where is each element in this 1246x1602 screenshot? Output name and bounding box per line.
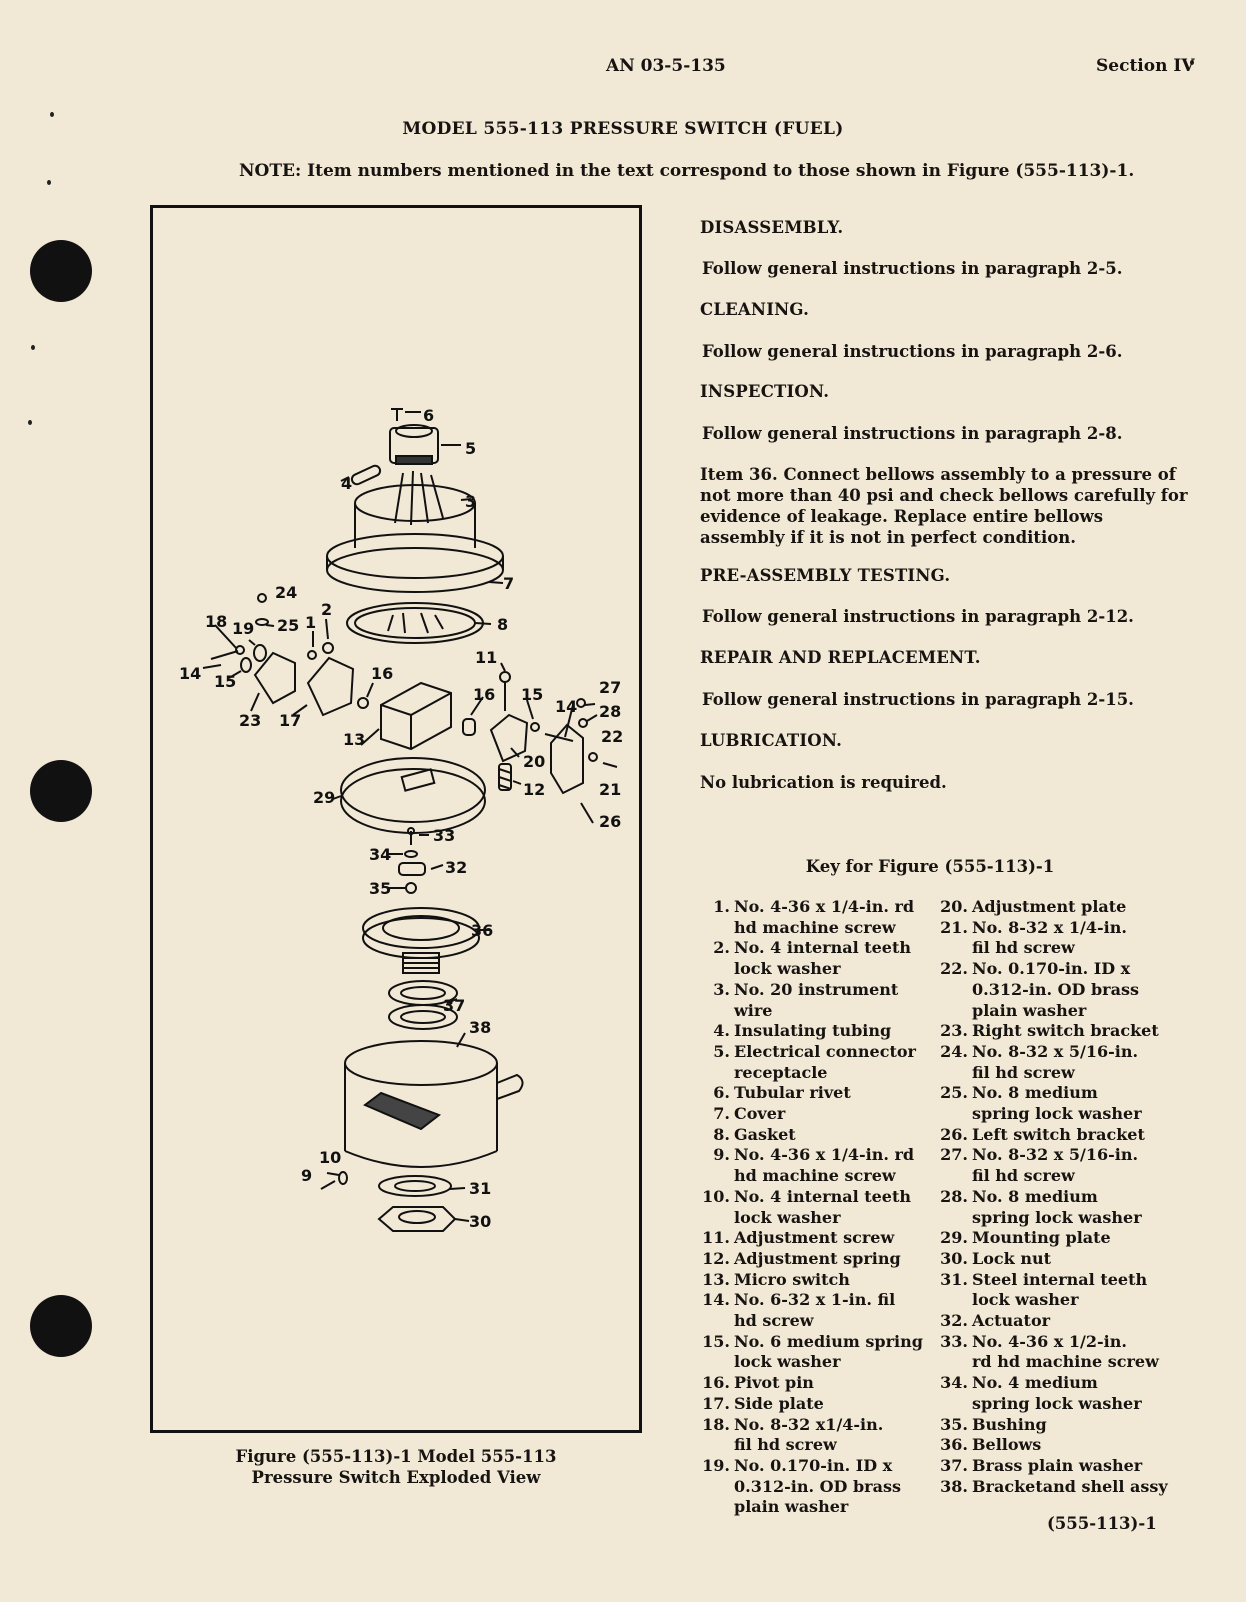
key-item-number: 4. bbox=[713, 1021, 730, 1041]
section-body-cleaning: Follow general instructions in paragraph 2-6. bbox=[702, 342, 1123, 361]
key-item bbox=[688, 1456, 938, 1518]
key-item-number: 27. bbox=[940, 1145, 968, 1165]
section-heading-pre-assembly-testing: PRE-ASSEMBLY TESTING. bbox=[700, 566, 951, 585]
key-item bbox=[926, 1435, 1226, 1456]
key-item-text: No. 4-36 x 1/2-in. rd hd machine screw bbox=[972, 1331, 1159, 1372]
figure-frame bbox=[150, 205, 642, 1433]
callout-21: 21 bbox=[599, 780, 622, 799]
key-item bbox=[926, 1311, 1226, 1332]
key-item bbox=[688, 1290, 938, 1331]
key-item-text: Adjustment screw bbox=[734, 1228, 895, 1248]
key-item-text: No. 0.170-in. ID x 0.312-in. OD brass plain washer bbox=[734, 1455, 901, 1517]
key-item bbox=[688, 1042, 938, 1083]
key-item-text: Bracketand shell assy bbox=[972, 1476, 1168, 1496]
callout-27: 27 bbox=[599, 678, 622, 697]
speck bbox=[31, 345, 35, 350]
key-item-text: Cover bbox=[734, 1104, 786, 1124]
key-item bbox=[926, 959, 1226, 1021]
key-item bbox=[926, 1373, 1226, 1414]
key-item-number: 22. bbox=[940, 959, 968, 979]
key-item-number: 37. bbox=[940, 1455, 968, 1475]
key-item-text: Pivot pin bbox=[734, 1373, 814, 1393]
key-item bbox=[688, 1332, 938, 1373]
side-plate-drawing bbox=[308, 658, 353, 715]
key-item-text: No. 8-32 x 5/16-in. fil hd screw bbox=[972, 1041, 1139, 1082]
key-item-number: 10. bbox=[702, 1186, 730, 1206]
key-item-text: Side plate bbox=[734, 1393, 824, 1413]
callout-14-left: 14 bbox=[179, 664, 202, 683]
adjustment-plate-drawing bbox=[491, 715, 527, 761]
key-item bbox=[926, 1332, 1226, 1373]
key-item bbox=[688, 1394, 938, 1415]
callout-12: 12 bbox=[523, 780, 546, 799]
callout-30: 30 bbox=[469, 1212, 492, 1231]
figure-caption-line-1: Figure (555-113)-1 Model 555-113 bbox=[235, 1447, 557, 1466]
callout-7: 7 bbox=[503, 574, 515, 593]
callout-37: 37 bbox=[443, 996, 466, 1015]
actuator-drawing bbox=[399, 863, 425, 875]
key-item-number: 7. bbox=[713, 1104, 730, 1124]
shell-drawing bbox=[345, 1041, 497, 1085]
key-item-number: 26. bbox=[940, 1124, 968, 1144]
key-item bbox=[688, 897, 938, 938]
callout-22: 22 bbox=[601, 727, 624, 746]
key-item-number: 34. bbox=[940, 1373, 968, 1393]
key-item bbox=[688, 1373, 938, 1394]
key-item bbox=[926, 1270, 1226, 1311]
key-item-number: 8. bbox=[713, 1124, 730, 1144]
key-item bbox=[688, 1187, 938, 1228]
micro-switch-drawing bbox=[381, 683, 451, 749]
mounting-plate-drawing bbox=[341, 758, 485, 822]
callout-15-left: 15 bbox=[214, 672, 237, 691]
key-item-text: Gasket bbox=[734, 1124, 796, 1144]
section-body-repair: Follow general instructions in paragraph 2-15. bbox=[702, 690, 1134, 709]
key-item bbox=[688, 980, 938, 1021]
key-item bbox=[926, 1249, 1226, 1270]
speck bbox=[28, 420, 32, 425]
callout-14-right: 14 bbox=[555, 697, 578, 716]
key-item-text: No. 4 internal teeth lock washer bbox=[734, 1186, 911, 1227]
inspection-item-note: Item 36. Connect bellows assembly to a pressure of not more than 40 psi and check bellows carefully for evidence of leakage. Replace entire bellows assembly if it is not in perfect condition. bbox=[700, 465, 1188, 547]
page-title: MODEL 555-113 PRESSURE SWITCH (FUEL) bbox=[402, 119, 844, 139]
figure-caption bbox=[150, 1446, 642, 1488]
key-item-text: Tubular rivet bbox=[734, 1083, 851, 1103]
key-item bbox=[688, 1145, 938, 1186]
key-item-text: No. 8-32 x 5/16-in. fil hd screw bbox=[972, 1145, 1139, 1186]
key-item-text: No. 6-32 x 1-in. fil hd screw bbox=[734, 1290, 896, 1331]
document-number: AN 03-5-135 bbox=[606, 56, 726, 76]
key-item-text: No. 4-36 x 1/4-in. rd hd machine screw bbox=[734, 897, 915, 937]
callout-38: 38 bbox=[469, 1018, 492, 1037]
key-item-number: 32. bbox=[940, 1311, 968, 1331]
key-item-text: Adjustment spring bbox=[734, 1248, 901, 1268]
key-item-number: 36. bbox=[940, 1435, 968, 1455]
key-list-left bbox=[688, 897, 938, 1518]
key-item-number: 23. bbox=[940, 1021, 968, 1041]
callout-17: 17 bbox=[279, 711, 302, 730]
key-item-number: 6. bbox=[713, 1083, 730, 1103]
key-item bbox=[926, 1456, 1226, 1477]
callout-24: 24 bbox=[275, 583, 298, 602]
key-item-number: 13. bbox=[702, 1269, 730, 1289]
callout-29: 29 bbox=[313, 788, 336, 807]
key-item-text: Steel internal teeth lock washer bbox=[972, 1269, 1148, 1310]
key-item-number: 28. bbox=[940, 1186, 968, 1206]
page-footer: (555-113)-1 bbox=[1047, 1514, 1157, 1533]
callout-10: 10 bbox=[319, 1148, 342, 1167]
callout-36: 36 bbox=[471, 921, 494, 940]
key-item-number: 14. bbox=[702, 1290, 730, 1310]
key-item-number: 29. bbox=[940, 1228, 968, 1248]
callout-11: 11 bbox=[475, 648, 498, 667]
key-item-number: 20. bbox=[940, 897, 968, 916]
binder-hole-middle bbox=[30, 760, 92, 822]
exploded-view-drawing bbox=[153, 208, 639, 1430]
key-item-number: 24. bbox=[940, 1041, 968, 1061]
key-item bbox=[688, 1270, 938, 1291]
cover-drawing bbox=[355, 485, 475, 521]
key-item-number: 18. bbox=[702, 1414, 730, 1434]
callout-1: 1 bbox=[305, 613, 317, 632]
section-body-pre-assembly-testing: Follow general instructions in paragraph 2-12. bbox=[702, 607, 1134, 626]
key-item-number: 15. bbox=[702, 1331, 730, 1351]
section-body-disassembly: Follow general instructions in paragraph 2-5. bbox=[702, 259, 1123, 278]
binder-hole-top bbox=[30, 240, 92, 302]
key-item-text: Lock nut bbox=[972, 1248, 1051, 1268]
key-item-text: Bushing bbox=[972, 1414, 1047, 1434]
key-item-text: No. 6 medium spring lock washer bbox=[734, 1331, 923, 1372]
section-heading-cleaning: CLEANING. bbox=[700, 300, 810, 319]
key-item-number: 1. bbox=[713, 897, 730, 916]
left-switch-bracket-drawing bbox=[551, 725, 583, 793]
key-item-text: Insulating tubing bbox=[734, 1021, 892, 1041]
key-item-number: 25. bbox=[940, 1083, 968, 1103]
key-item bbox=[926, 1021, 1226, 1042]
key-item bbox=[926, 1415, 1226, 1436]
callout-4: 4 bbox=[341, 474, 353, 493]
callout-2: 2 bbox=[321, 600, 333, 619]
callout-18: 18 bbox=[205, 612, 228, 631]
key-item-number: 31. bbox=[940, 1269, 968, 1289]
callout-13: 13 bbox=[343, 730, 366, 749]
section-heading-inspection: INSPECTION. bbox=[700, 382, 830, 401]
binder-hole-bottom bbox=[30, 1295, 92, 1357]
key-item bbox=[688, 1104, 938, 1125]
key-item-number: 30. bbox=[940, 1248, 968, 1268]
figure-caption-line-2: Pressure Switch Exploded View bbox=[251, 1468, 541, 1487]
figure-note: NOTE: Item numbers mentioned in the text correspond to those shown in Figure (555-113)-1. bbox=[239, 161, 1135, 181]
key-item-text: Bellows bbox=[972, 1435, 1042, 1455]
callout-6: 6 bbox=[423, 406, 435, 425]
callout-20: 20 bbox=[523, 752, 546, 771]
bellows-drawing bbox=[363, 908, 479, 948]
callout-33: 33 bbox=[433, 826, 456, 845]
callout-9: 9 bbox=[301, 1166, 313, 1185]
key-item bbox=[926, 1228, 1226, 1249]
speck bbox=[50, 112, 54, 117]
section-heading-lubrication: LUBRICATION. bbox=[700, 731, 843, 750]
key-item-number: 9. bbox=[713, 1145, 730, 1165]
key-item bbox=[688, 1125, 938, 1146]
key-item-text: No. 0.170-in. ID x 0.312-in. OD brass plain washer bbox=[972, 959, 1139, 1020]
key-item-text: No. 4 medium spring lock washer bbox=[972, 1373, 1142, 1413]
section-heading-repair: REPAIR AND REPLACEMENT. bbox=[700, 648, 981, 667]
key-list-right bbox=[926, 897, 1226, 1497]
key-item-text: No. 4 internal teeth lock washer bbox=[734, 938, 911, 979]
section-heading-disassembly: DISASSEMBLY. bbox=[700, 218, 844, 237]
key-item-number: 35. bbox=[940, 1414, 968, 1434]
key-item bbox=[688, 1228, 938, 1249]
section-label: Section IV bbox=[1096, 56, 1195, 76]
callout-32: 32 bbox=[445, 858, 468, 877]
key-item-number: 5. bbox=[713, 1041, 730, 1061]
key-item-number: 21. bbox=[940, 917, 968, 937]
key-item bbox=[926, 1125, 1226, 1146]
callout-23: 23 bbox=[239, 711, 262, 730]
key-item-text: No. 20 instrument wire bbox=[734, 979, 899, 1020]
key-item bbox=[688, 938, 938, 979]
key-item-number: 11. bbox=[702, 1228, 730, 1248]
section-body-lubrication: No lubrication is required. bbox=[700, 773, 947, 792]
key-item bbox=[926, 918, 1226, 959]
key-item bbox=[926, 1187, 1226, 1228]
key-item-text: Right switch bracket bbox=[972, 1021, 1159, 1041]
key-item-text: No. 8 medium spring lock washer bbox=[972, 1186, 1142, 1227]
key-item-text: Adjustment plate bbox=[972, 897, 1127, 916]
key-item-number: 38. bbox=[940, 1476, 968, 1496]
callout-19: 19 bbox=[232, 619, 255, 638]
key-item-text: Actuator bbox=[972, 1311, 1051, 1331]
speck bbox=[47, 180, 51, 185]
callout-16-right: 16 bbox=[473, 685, 496, 704]
key-item bbox=[926, 897, 1226, 918]
key-item bbox=[926, 1042, 1226, 1083]
key-item bbox=[688, 1083, 938, 1104]
key-item-number: 12. bbox=[702, 1248, 730, 1268]
section-body-inspection: Follow general instructions in paragraph 2-8. bbox=[702, 424, 1123, 443]
key-item-text: No. 8-32 x1/4-in. fil hd screw bbox=[734, 1414, 884, 1455]
callout-8: 8 bbox=[497, 615, 509, 634]
callout-3: 3 bbox=[465, 492, 477, 511]
key-item bbox=[688, 1415, 938, 1456]
key-item-text: Electrical connector receptacle bbox=[734, 1041, 916, 1082]
callout-25: 25 bbox=[277, 616, 300, 635]
key-title: Key for Figure (555-113)-1 bbox=[805, 857, 1055, 876]
key-item-number: 2. bbox=[713, 938, 730, 958]
key-item bbox=[926, 1083, 1226, 1124]
key-item-text: No. 8-32 x 1/4-in. fil hd screw bbox=[972, 917, 1127, 958]
callout-31: 31 bbox=[469, 1179, 492, 1198]
key-item-text: Micro switch bbox=[734, 1269, 850, 1289]
key-item-number: 19. bbox=[702, 1455, 730, 1475]
callout-5: 5 bbox=[465, 439, 477, 458]
key-item bbox=[926, 1145, 1226, 1186]
key-item-number: 3. bbox=[713, 979, 730, 999]
callout-28: 28 bbox=[599, 702, 622, 721]
key-item-text: Brass plain washer bbox=[972, 1455, 1143, 1475]
callout-16-left: 16 bbox=[371, 664, 394, 683]
key-item bbox=[926, 1477, 1226, 1498]
key-item-text: Mounting plate bbox=[972, 1228, 1111, 1248]
key-item-text: Left switch bracket bbox=[972, 1124, 1145, 1144]
key-item-number: 17. bbox=[702, 1393, 730, 1413]
key-item bbox=[688, 1021, 938, 1042]
key-item bbox=[688, 1249, 938, 1270]
key-item-text: No. 4-36 x 1/4-in. rd hd machine screw bbox=[734, 1145, 915, 1186]
callout-26: 26 bbox=[599, 812, 622, 831]
callout-35: 35 bbox=[369, 879, 392, 898]
callout-34: 34 bbox=[369, 845, 392, 864]
key-item-text: No. 8 medium spring lock washer bbox=[972, 1083, 1142, 1124]
callout-15-right: 15 bbox=[521, 685, 544, 704]
key-item-number: 16. bbox=[702, 1373, 730, 1393]
key-item-number: 33. bbox=[940, 1331, 968, 1351]
